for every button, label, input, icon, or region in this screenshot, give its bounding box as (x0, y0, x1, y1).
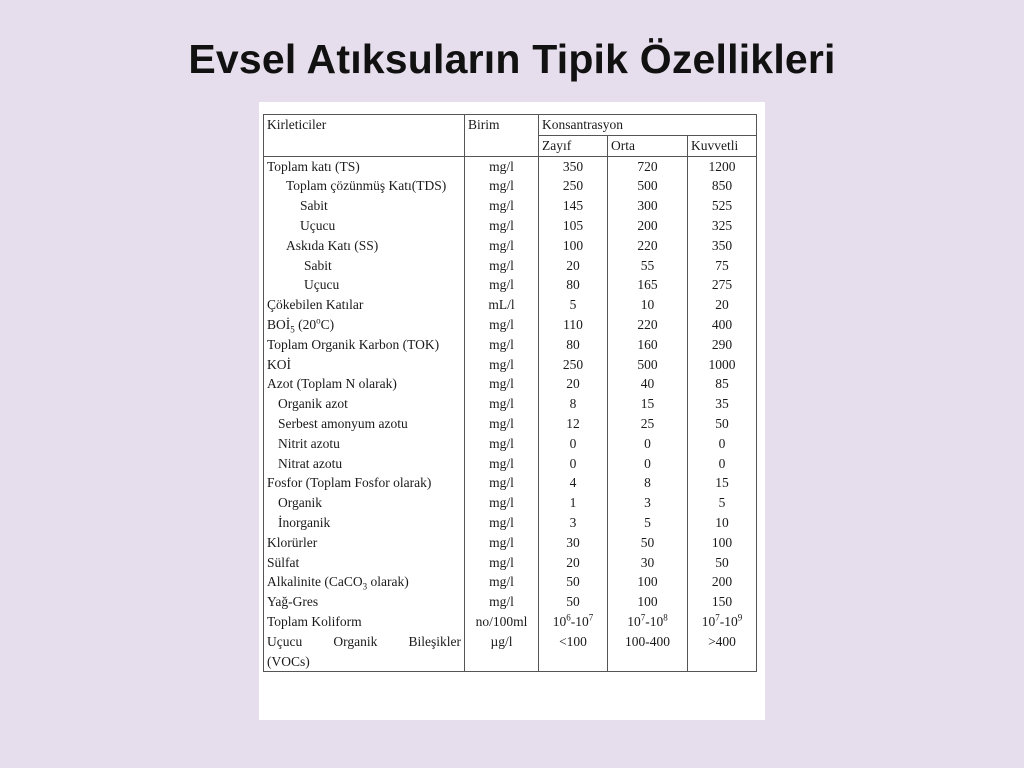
row-label: İnorganik (264, 513, 465, 533)
row-orta: 160 (608, 335, 688, 355)
row-unit: mg/l (465, 315, 539, 335)
row-unit: mg/l (465, 196, 539, 216)
table-row (264, 236, 757, 256)
row-label: Nitrat azotu (264, 454, 465, 474)
row-zayif: <100 (539, 632, 608, 672)
table-row (264, 335, 757, 355)
row-label: Alkalinite (CaCO$_3$ olarak) (264, 572, 465, 592)
row-label: Uçucu (264, 275, 465, 295)
row-kuvvetli: 1000 (688, 355, 757, 375)
table-row (264, 394, 757, 414)
row-kuvvetli: 290 (688, 335, 757, 355)
row-zayif: 1 (539, 493, 608, 513)
row-orta: 100 (608, 572, 688, 592)
table-row (264, 513, 757, 533)
row-label: Fosfor (Toplam Fosfor olarak) (264, 473, 465, 493)
table-row (264, 374, 757, 394)
row-zayif: 12 (539, 414, 608, 434)
table-row (264, 632, 757, 672)
row-unit: mg/l (465, 592, 539, 612)
row-unit: mg/l (465, 454, 539, 474)
row-orta: 500 (608, 355, 688, 375)
row-zayif: $10^6-10^7$ (539, 612, 608, 632)
row-label: Sabit (264, 256, 465, 276)
row-label: Yağ-Gres (264, 592, 465, 612)
row-zayif: 20 (539, 374, 608, 394)
row-label: Sabit (264, 196, 465, 216)
header-konsantrasyon: Konsantrasyon (539, 115, 757, 136)
row-unit: mg/l (465, 533, 539, 553)
row-unit: mg/l (465, 394, 539, 414)
row-kuvvetli: 150 (688, 592, 757, 612)
table-row (264, 315, 757, 335)
row-label: Organik (264, 493, 465, 513)
row-kuvvetli: 50 (688, 414, 757, 434)
row-label: Askıda Katı (SS) (264, 236, 465, 256)
header-orta: Orta (608, 135, 688, 156)
row-label: Toplam katı (TS) (264, 156, 465, 176)
row-zayif: 50 (539, 572, 608, 592)
row-unit: mg/l (465, 335, 539, 355)
row-kuvvetli: 75 (688, 256, 757, 276)
table-row (264, 196, 757, 216)
row-zayif: 0 (539, 434, 608, 454)
row-unit: µg/l (465, 632, 539, 672)
row-zayif: 250 (539, 176, 608, 196)
table-row (264, 592, 757, 612)
row-kuvvetli: 100 (688, 533, 757, 553)
row-orta: 25 (608, 414, 688, 434)
row-orta: 100 (608, 592, 688, 612)
row-unit: mg/l (465, 216, 539, 236)
row-zayif: 0 (539, 454, 608, 474)
row-orta: 40 (608, 374, 688, 394)
header-zayif: Zayıf (539, 135, 608, 156)
row-kuvvetli: 1200 (688, 156, 757, 176)
row-unit: mg/l (465, 473, 539, 493)
table-row (264, 216, 757, 236)
row-kuvvetli: 400 (688, 315, 757, 335)
row-orta: 10 (608, 295, 688, 315)
row-orta: $10^7-10^8$ (608, 612, 688, 632)
row-orta: 300 (608, 196, 688, 216)
table-row (264, 275, 757, 295)
row-unit: mg/l (465, 434, 539, 454)
row-zayif: 105 (539, 216, 608, 236)
row-kuvvetli: 35 (688, 394, 757, 414)
row-zayif: 100 (539, 236, 608, 256)
row-kuvvetli: 275 (688, 275, 757, 295)
table-row (264, 493, 757, 513)
row-zayif: 350 (539, 156, 608, 176)
row-kuvvetli: >400 (688, 632, 757, 672)
row-label: KOİ (264, 355, 465, 375)
table-row (264, 612, 757, 632)
row-orta: 3 (608, 493, 688, 513)
row-label: $BOİ_5$ (20$^o$C) (264, 315, 465, 335)
row-zayif: 20 (539, 256, 608, 276)
row-orta: 165 (608, 275, 688, 295)
row-orta: 5 (608, 513, 688, 533)
table-row (264, 434, 757, 454)
table-row (264, 156, 757, 176)
row-orta: 500 (608, 176, 688, 196)
row-unit: mg/l (465, 513, 539, 533)
table-row (264, 176, 757, 196)
table-row (264, 454, 757, 474)
table-row (264, 355, 757, 375)
table-row (264, 295, 757, 315)
row-zayif: 110 (539, 315, 608, 335)
row-unit: no/100ml (465, 612, 539, 632)
row-kuvvetli: 10 (688, 513, 757, 533)
row-label: Çökebilen Katılar (264, 295, 465, 315)
row-label: Toplam çözünmüş Katı(TDS) (264, 176, 465, 196)
row-kuvvetli: $10^7-10^9$ (688, 612, 757, 632)
row-label: Klorürler (264, 533, 465, 553)
row-label: Serbest amonyum azotu (264, 414, 465, 434)
row-kuvvetli: 0 (688, 434, 757, 454)
row-unit: mg/l (465, 414, 539, 434)
pollutant-table (263, 114, 757, 672)
row-orta: 0 (608, 434, 688, 454)
row-zayif: 20 (539, 553, 608, 573)
row-unit: mg/l (465, 236, 539, 256)
table-row (264, 533, 757, 553)
row-kuvvetli: 50 (688, 553, 757, 573)
row-kuvvetli: 325 (688, 216, 757, 236)
row-unit: mL/l (465, 295, 539, 315)
row-label: Sülfat (264, 553, 465, 573)
row-unit: mg/l (465, 572, 539, 592)
row-unit: mg/l (465, 156, 539, 176)
row-unit: mg/l (465, 275, 539, 295)
header-kuvvetli: Kuvvetli (688, 135, 757, 156)
row-orta: 55 (608, 256, 688, 276)
table-row (264, 256, 757, 276)
table-row (264, 553, 757, 573)
row-kuvvetli: 850 (688, 176, 757, 196)
row-kuvvetli: 200 (688, 572, 757, 592)
row-orta: 200 (608, 216, 688, 236)
row-unit: mg/l (465, 493, 539, 513)
row-orta: 720 (608, 156, 688, 176)
row-kuvvetli: 5 (688, 493, 757, 513)
row-zayif: 80 (539, 275, 608, 295)
row-orta: 8 (608, 473, 688, 493)
row-label: Toplam Koliform (264, 612, 465, 632)
table-row (264, 572, 757, 592)
row-zayif: 30 (539, 533, 608, 553)
row-orta: 50 (608, 533, 688, 553)
header-kirleticiler: Kirleticiler (264, 115, 465, 157)
row-label: Toplam Organik Karbon (TOK) (264, 335, 465, 355)
row-orta: 30 (608, 553, 688, 573)
row-orta: 100-400 (608, 632, 688, 672)
row-zayif: 8 (539, 394, 608, 414)
row-kuvvetli: 15 (688, 473, 757, 493)
page-title: Evsel Atıksuların Tipik Özellikleri (188, 36, 836, 82)
row-unit: mg/l (465, 176, 539, 196)
row-orta: 0 (608, 454, 688, 474)
row-label: Organik azot (264, 394, 465, 414)
row-orta: 15 (608, 394, 688, 414)
table-image (259, 102, 765, 720)
row-label: Nitrit azotu (264, 434, 465, 454)
table-row (264, 473, 757, 493)
row-kuvvetli: 20 (688, 295, 757, 315)
row-unit: mg/l (465, 553, 539, 573)
row-orta: 220 (608, 236, 688, 256)
row-label: Uçucu Organik Bileşikler (VOCs) (264, 632, 465, 672)
table-row (264, 414, 757, 434)
row-zayif: 250 (539, 355, 608, 375)
row-zayif: 50 (539, 592, 608, 612)
row-zayif: 145 (539, 196, 608, 216)
row-label: Azot (Toplam N olarak) (264, 374, 465, 394)
row-orta: 220 (608, 315, 688, 335)
row-kuvvetli: 525 (688, 196, 757, 216)
row-kuvvetli: 0 (688, 454, 757, 474)
row-zayif: 5 (539, 295, 608, 315)
row-kuvvetli: 85 (688, 374, 757, 394)
header-birim: Birim (465, 115, 539, 157)
row-unit: mg/l (465, 374, 539, 394)
row-unit: mg/l (465, 256, 539, 276)
row-zayif: 80 (539, 335, 608, 355)
row-unit: mg/l (465, 355, 539, 375)
row-zayif: 4 (539, 473, 608, 493)
row-label: Uçucu (264, 216, 465, 236)
row-kuvvetli: 350 (688, 236, 757, 256)
row-zayif: 3 (539, 513, 608, 533)
